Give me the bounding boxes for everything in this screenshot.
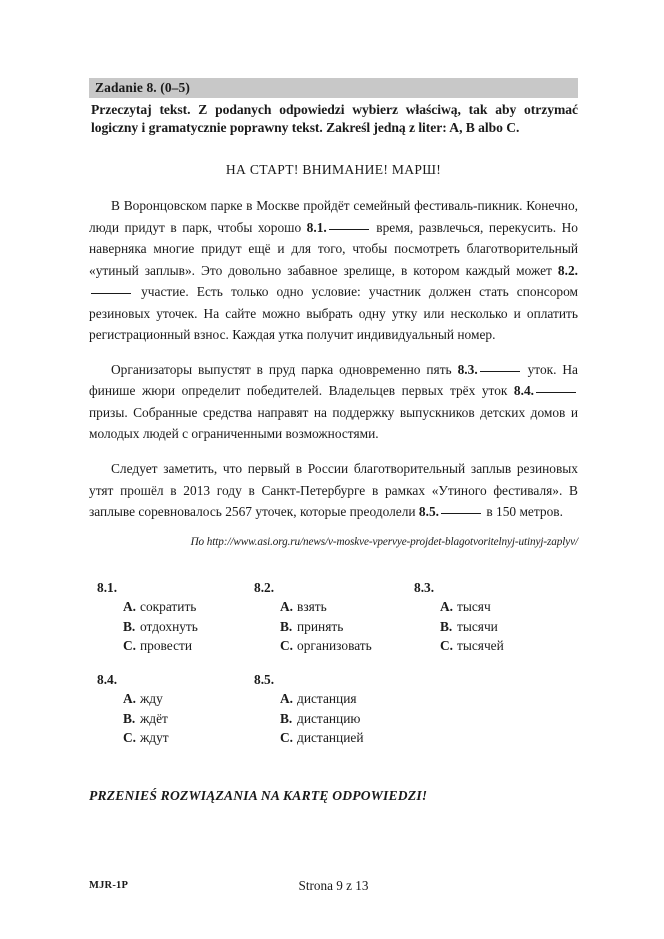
article-title: НА СТАРТ! ВНИМАНИЕ! МАРШ! xyxy=(225,162,442,177)
article-paragraph-1 xyxy=(89,195,578,346)
option-text: дистанция xyxy=(297,691,357,707)
footer-page-number: Strona 9 z 13 xyxy=(298,878,369,893)
gap-label-8-2: 8.2. xyxy=(557,262,578,278)
options-group-8-2 xyxy=(254,578,372,656)
gap-label-8-1: 8.1. xyxy=(306,219,327,235)
option-letter: B. xyxy=(123,618,136,634)
option-text: взять xyxy=(297,599,327,615)
option-text: сократить xyxy=(140,599,197,615)
option-text: дистанцию xyxy=(297,710,361,726)
paragraph-2-segment-2: уток. На финише жюри определит победителей. Владельцев первых трёх уток xyxy=(89,361,578,399)
option-letter: C. xyxy=(123,638,137,654)
option-letter: C. xyxy=(280,730,294,746)
paragraph-2-segment-3: призы. Собранные средства направят на поддержку выпускников детских домов и молодых людей с ограниченными возможностями. xyxy=(89,404,578,442)
gap-blank-8-1[interactable] xyxy=(329,229,369,230)
options-group-8-3 xyxy=(414,578,504,656)
article-paragraph-2 xyxy=(89,359,578,445)
gap-label-8-5: 8.5. xyxy=(418,504,439,520)
option-item[interactable] xyxy=(280,689,364,709)
option-text: ждёт xyxy=(140,710,168,726)
option-letter: A. xyxy=(440,599,454,615)
option-letter: B. xyxy=(440,618,453,634)
option-letter: A. xyxy=(280,691,294,707)
option-text: тысячи xyxy=(457,618,498,634)
transfer-answers-note: PRZENIEŚ ROZWIĄZANIA NA KARTĘ ODPOWIEDZI! xyxy=(89,788,428,804)
page-content xyxy=(89,78,578,804)
options-list-8-4 xyxy=(97,689,169,748)
options-group-label-8-1: 8.1. xyxy=(97,580,118,596)
option-letter: B. xyxy=(280,710,293,726)
paragraph-1-segment-2: время, развлечься, перекусить. Но наверняка многие придут ещё и для того, чтобы посмотреть благотворительный «утиный заплыв». Это довольно забавное зрелище, в котором каждый может xyxy=(89,219,578,278)
option-text: жду xyxy=(140,691,163,707)
task-header-band: Zadanie 8. (0–5) xyxy=(89,78,578,98)
option-letter: A. xyxy=(123,691,137,707)
paragraph-1-segment-1: В Воронцовском парке в Москве пройдёт семейный фестиваль-пикник. Конечно, люди придут в парк, чтобы хорошо xyxy=(89,198,578,235)
paragraph-3-segment-2: в 150 метров. xyxy=(483,504,563,520)
option-item[interactable] xyxy=(280,617,372,637)
paragraph-2-segment-1: Организаторы выпустят в пруд парка одновременно пять xyxy=(111,361,458,377)
option-text: тысячей xyxy=(457,638,504,654)
option-item[interactable] xyxy=(123,636,198,656)
option-item[interactable] xyxy=(440,597,504,617)
option-item[interactable] xyxy=(280,636,372,656)
gap-label-8-3: 8.3. xyxy=(457,361,478,377)
options-row-2 xyxy=(89,670,578,748)
options-group-8-4 xyxy=(97,670,169,748)
option-letter: C. xyxy=(440,638,454,654)
paragraph-1-segment-3: участие. Есть только одно условие: участник должен стать спонсором резиновых уточек. На сайте можно выбрать одну утку или несколько и оплатить регистрационный взнос. Каждая утка получит индивидуальный номер. xyxy=(89,284,578,342)
option-item[interactable] xyxy=(123,617,198,637)
gap-blank-8-4[interactable] xyxy=(536,392,576,393)
option-item[interactable] xyxy=(280,728,364,748)
options-list-8-2 xyxy=(254,597,372,656)
option-text: провести xyxy=(140,638,193,654)
options-group-label-8-3: 8.3. xyxy=(414,580,435,596)
option-item[interactable] xyxy=(280,597,372,617)
option-letter: C. xyxy=(123,730,137,746)
article-paragraph-3 xyxy=(89,458,578,523)
gap-label-8-4: 8.4. xyxy=(513,383,534,399)
option-item[interactable] xyxy=(440,636,504,656)
option-text: дистанцией xyxy=(297,730,364,746)
option-text: принять xyxy=(297,618,344,634)
task-instruction: Przeczytaj tekst. Z podanych odpowiedzi wybierz właściwą, tak aby otrzymać logiczny i gramatycznie poprawny tekst. Zakreśl jedną z liter: A, B albo C. xyxy=(91,102,578,135)
gap-blank-8-5[interactable] xyxy=(441,513,481,514)
options-group-label-8-2: 8.2. xyxy=(254,580,275,596)
options-list-8-1 xyxy=(97,597,198,656)
option-item[interactable] xyxy=(123,728,169,748)
gap-blank-8-3[interactable] xyxy=(480,371,520,372)
options-group-label-8-4: 8.4. xyxy=(97,672,118,688)
option-letter: B. xyxy=(280,618,293,634)
paragraph-3-segment-1: Следует заметить, что первый в России благотворительный заплыв резиновых утят прошёл в 2013 году в Санкт-Петербурге в рамках «Утиного фестиваля». В заплыве соревновалось 2567 уточек, которые преодолели xyxy=(89,461,578,520)
option-text: организовать xyxy=(297,638,372,654)
option-item[interactable] xyxy=(123,709,169,729)
options-group-8-5 xyxy=(254,670,364,748)
gap-blank-8-2[interactable] xyxy=(91,293,131,294)
option-text: ждут xyxy=(140,730,169,746)
option-item[interactable] xyxy=(123,597,198,617)
footer-exam-code: MJR-1P xyxy=(89,880,129,891)
option-item[interactable] xyxy=(280,709,364,729)
option-item[interactable] xyxy=(440,617,504,637)
options-group-8-1 xyxy=(97,578,198,656)
page-footer xyxy=(89,880,578,898)
options-row-1 xyxy=(89,578,578,656)
source-attribution: По http://www.asi.org.ru/news/v-moskve-vpervye-projdet-blagotvoritelnyj-utinyj-zaplyv/ xyxy=(190,536,578,549)
options-list-8-3 xyxy=(414,597,504,656)
option-letter: A. xyxy=(123,599,137,615)
options-group-label-8-5: 8.5. xyxy=(254,672,275,688)
option-letter: A. xyxy=(280,599,294,615)
option-text: отдохнуть xyxy=(140,618,198,634)
option-text: тысяч xyxy=(457,599,491,615)
option-letter: C. xyxy=(280,638,294,654)
option-item[interactable] xyxy=(123,689,169,709)
options-list-8-5 xyxy=(254,689,364,748)
option-letter: B. xyxy=(123,710,136,726)
